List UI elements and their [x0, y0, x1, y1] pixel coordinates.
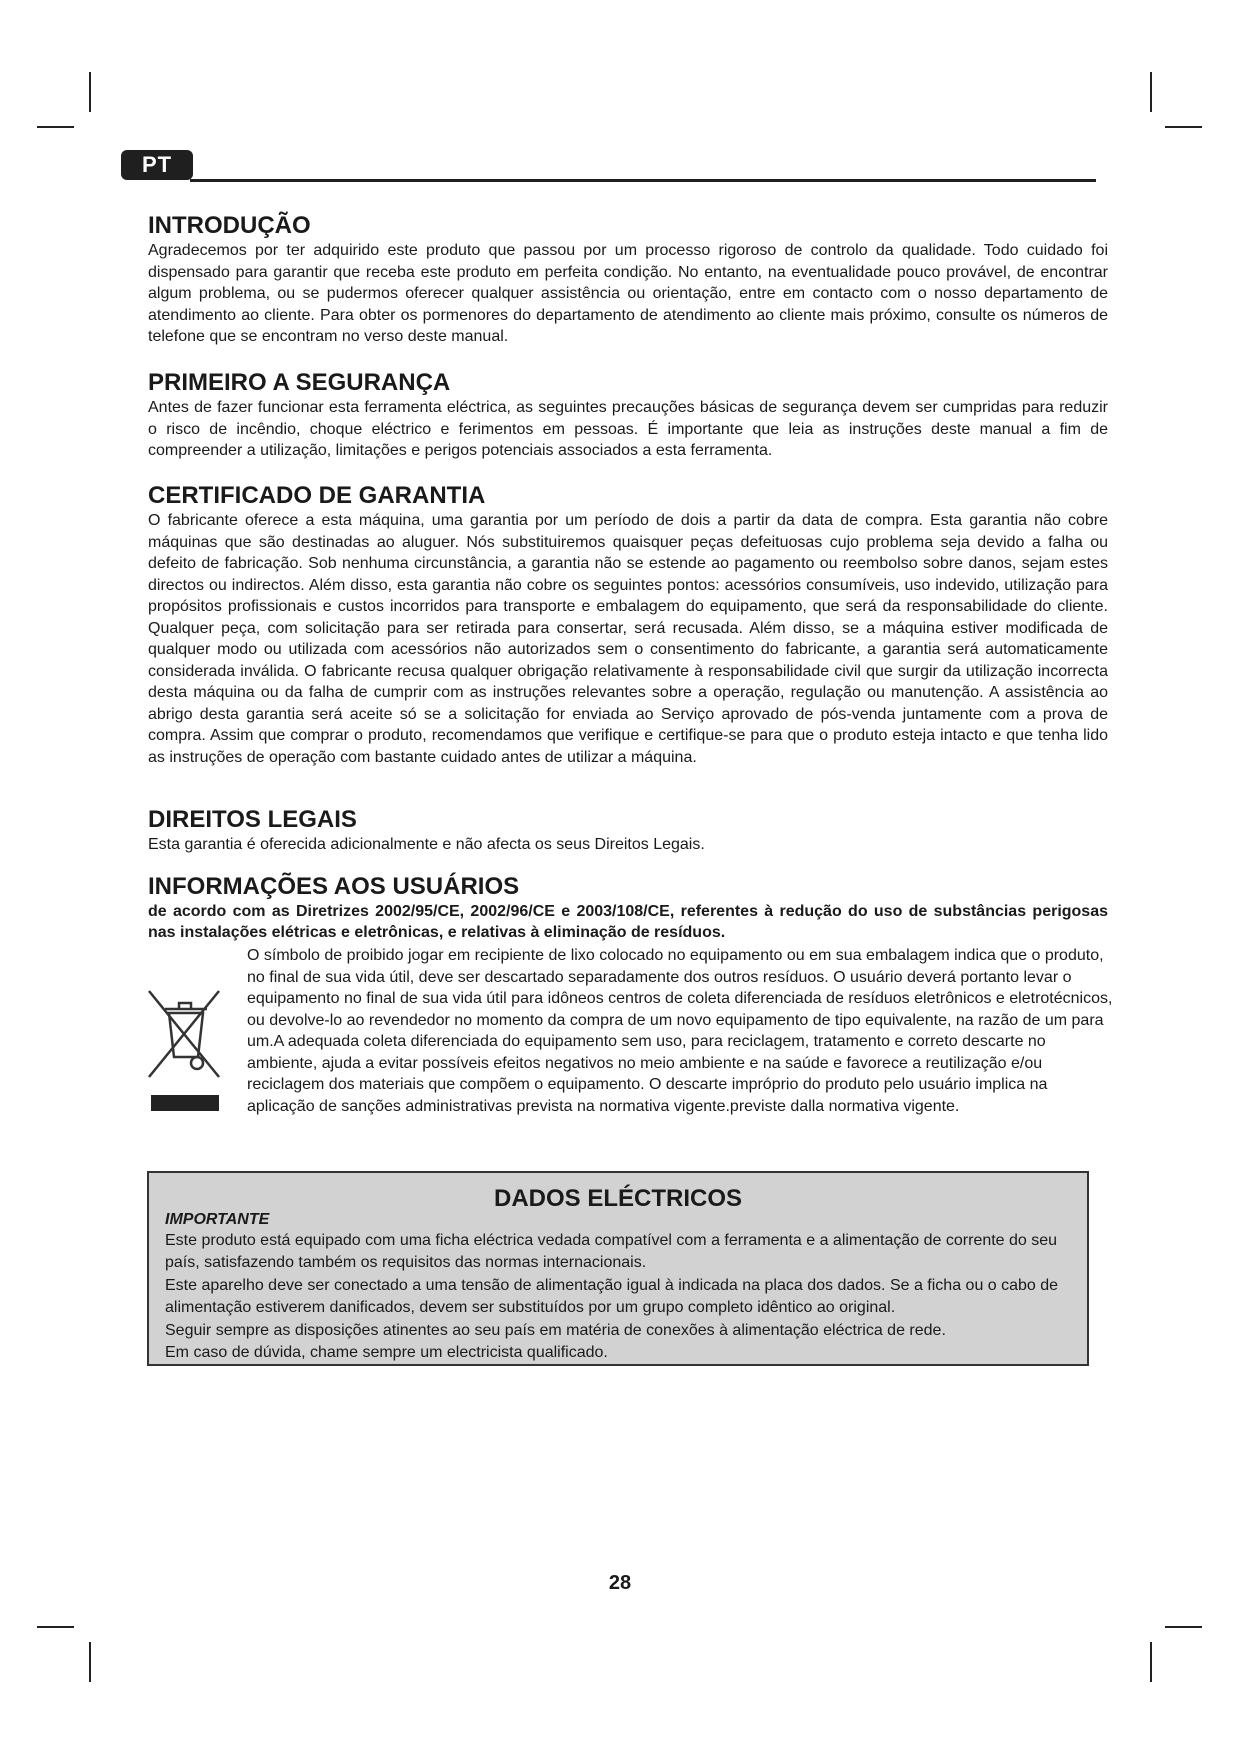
crop-mark-top-left-horizontal: [37, 126, 74, 128]
crop-mark-top-right-horizontal: [1165, 126, 1202, 128]
users-subtitle: de acordo com as Diretrizes 2002/95/CE, 2002/96/CE e 2003/108/CE, referentes à redução do uso de substâncias perigosas nas instalações elétricas e eletrônicas, e relativas à eliminação de resíduos.: [148, 903, 1108, 941]
users-title: INFORMAÇÕES AOS USUÁRIOS: [148, 873, 520, 900]
warranty-section: [148, 482, 1108, 768]
electrical-data-box: [147, 1171, 1089, 1366]
intro-section: [148, 212, 1108, 348]
electrical-box-title: DADOS ELÉCTRICOS: [493, 1185, 742, 1212]
safety-title: PRIMEIRO A SEGURANÇA: [148, 369, 451, 396]
electrical-para-3: Seguir sempre as disposições atinentes ao seu país em matéria de conexões à alimentação eléctrica de rede.: [165, 1322, 946, 1339]
users-body: O símbolo de proibido jogar em recipiente de lixo colocado no equipamento ou em sua embalagem indica que o produto, no final de sua vida útil, deve ser descartado separadamente dos outros resíduos. O usuário deverá portanto levar o equipamento no final de sua vida útil para idôneos centros de coleta diferenciada de resíduos eletrônicos e eletrotécnicos, ou devolve-lo ao revendedor no momento da compra de um novo equipamento de tipo equivalente, na razão de um para um.A adequada coleta diferenciada do equipamento sem uso, para reciclagem, tratamento e correto descarte no ambiente, ajuda a evitar possíveis efeitos negativos no meio ambiente e na saúde e favorece a reutilização e/ou reciclagem dos materiais que compõem o equipamento. O descarte impróprio do produto pelo usuário implica na aplicação de sanções administrativas prevista na normativa vigente.previste dalla normativa vigente.: [247, 947, 1113, 1115]
intro-title: INTRODUÇÃO: [148, 212, 311, 239]
legal-title: DIREITOS LEGAIS: [148, 806, 357, 833]
crop-mark-bottom-left-vertical: [89, 1642, 91, 1682]
safety-section: [148, 369, 1108, 462]
users-section: [148, 873, 1108, 943]
crop-mark-bottom-right-horizontal: [1165, 1626, 1202, 1628]
legal-section: [148, 806, 1108, 856]
users-body-block: [247, 945, 1117, 1117]
crop-mark-top-left-vertical: [89, 72, 91, 112]
warranty-title: CERTIFICADO DE GARANTIA: [148, 482, 486, 509]
electrical-para-4: Em caso de dúvida, chame sempre um electricista qualificado.: [165, 1343, 608, 1361]
intro-body: Agradecemos por ter adquirido este produto que passou por um processo rigoroso de controlo da qualidade. Todo cuidado foi dispensado para garantir que receba este produto em perfeita condição. No entanto, na eventualidade pouco provável, de encontrar algum problema, ou se pudermos oferecer qualquer assistência ou orientação, entre em contacto com o nosso departamento de atendimento ao cliente. Para obter os pormenores do departamento de atendimento ao cliente mais próximo, consulte os números de telefone que se encontram no verso deste manual.: [148, 242, 1108, 345]
page-number: 28: [608, 1572, 632, 1594]
electrical-para-1: Este produto está equipado com uma ficha eléctrica vedada compatível com a ferramenta e a alimentação de corrente do seu país, satisfazendo também os requisitos das normas internacionais.: [165, 1232, 1058, 1271]
electrical-para-2: Este aparelho deve ser conectado a uma tensão de alimentação igual à indicada na placa dos dados. Se a ficha ou o cabo de alimentação estiverem danificados, devem ser substituídos por um grupo completo idêntico ao original.: [165, 1277, 1059, 1316]
crop-mark-bottom-left-horizontal: [37, 1626, 74, 1628]
crop-mark-bottom-right-vertical: [1150, 1642, 1152, 1682]
legal-body: Esta garantia é oferecida adicionalmente e não afecta os seus Direitos Legais.: [148, 836, 705, 853]
header-rule: [190, 179, 1096, 182]
crop-mark-top-right-vertical: [1150, 72, 1152, 112]
weee-bin-icon: [145, 985, 225, 1120]
language-tab: PT: [121, 150, 193, 180]
important-label: IMPORTANTE: [165, 1211, 270, 1228]
warranty-body: O fabricante oferece a esta máquina, uma garantia por um período de dois a partir da data de compra. Esta garantia não cobre máquinas que são destinadas ao aluguer. Nós substituiremos quaisquer peças defeituosas cujo problema seja devido a falha ou defeito de fabricação. Sob nenhuma circunstância, a garantia não se estende ao pagamento ou reembolso sobre danos, sejam estes directos ou indirectos. Além disso, esta garantia não cobre os seguintes pontos: acessórios consumíveis, uso indevido, utilização para propósitos profissionais e custos incorridos para transporte e embalagem do equipamento, que será da responsabilidade do cliente. Qualquer peça, com solicitação para ser retirada para consertar, será recusada. Além disso, se a máquina estiver modificada de qualquer modo ou utilizada com acessórios não autorizados sem o consentimento do fabricante, a garantia será automaticamente considerada inválida. O fabricante recusa qualquer obrigação relativamente à responsabilidade civil que surgir da utilização incorrecta desta máquina ou da falha de cumprir com as instruções relevantes sobre a operação, regulação ou manutenção. A assistência ao abrigo desta garantia será aceite só se a solicitação for enviada ao Serviço aprovado de pós-venda juntamente com a prova de compra. Assim que comprar o produto, recomendamos que verifique e certifique-se para que o produto esteja intacto e que tenha lido as instruções de operação com bastante cuidado antes de utilizar a máquina.: [148, 512, 1108, 766]
safety-body: Antes de fazer funcionar esta ferramenta eléctrica, as seguintes precauções básicas de segurança devem ser cumpridas para reduzir o risco de incêndio, choque eléctrico e ferimentos em pessoas. É importante que leia as instruções deste manual a fim de compreender a utilização, limitações e perigos potenciais associados a esta ferramenta.: [148, 399, 1108, 459]
